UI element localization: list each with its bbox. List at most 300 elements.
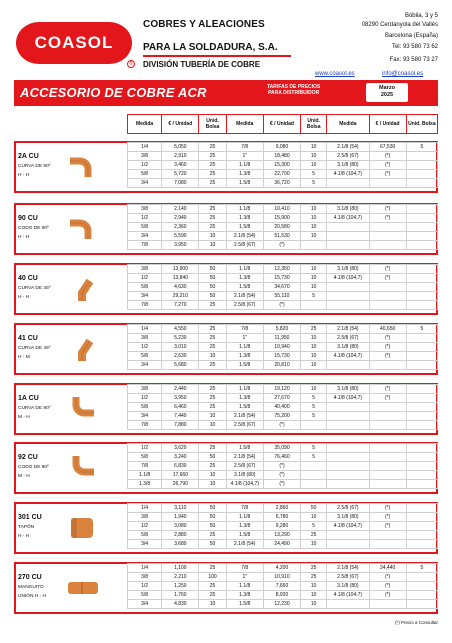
table-cell: 1.3/8: [226, 214, 263, 223]
table-cell: (*): [369, 214, 406, 223]
table-row: [128, 385, 438, 394]
price-table: [127, 324, 438, 370]
table-cell: 1,100: [162, 564, 199, 573]
table-cell: 10: [301, 361, 327, 370]
table-cell: 6,830: [162, 462, 199, 471]
table-cell: 10: [301, 161, 327, 170]
table-cell: 50: [199, 522, 226, 531]
table-cell: [406, 591, 437, 600]
table-row: [128, 223, 438, 232]
table-cell: 10,410: [263, 205, 300, 214]
address-line-3: Barcelona (España): [384, 33, 438, 39]
table-cell: 10: [301, 283, 327, 292]
product-code: 301 CU: [18, 514, 42, 521]
col-unid-bolsa-1: Unid. Bolsa: [199, 115, 226, 134]
table-row: [128, 152, 438, 161]
table-row: [128, 214, 438, 223]
table-cell: [369, 412, 406, 421]
fitting-icon: [66, 151, 100, 188]
table-cell: 4.1/8 (104,7): [327, 274, 369, 283]
product-connection: H - H: [18, 534, 30, 539]
table-row: [128, 352, 438, 361]
table-cell: 5: [301, 394, 327, 403]
table-cell: 40,400: [263, 403, 300, 412]
table-cell: 4.1/8 (104,7): [327, 591, 369, 600]
table-cell: 50: [199, 504, 226, 513]
table-cell: [327, 600, 369, 609]
fitting-icon: [66, 273, 100, 310]
fitting-icon: [66, 393, 100, 430]
table-cell: 10: [301, 143, 327, 152]
product-description: CURVA DE 90º: [18, 164, 51, 169]
table-cell: 4,630: [162, 283, 199, 292]
table-cell: 1.5/8: [226, 283, 263, 292]
product-description: MANGUITO: [18, 585, 44, 590]
fax: Fax: 93 580 73 27: [389, 57, 438, 63]
col-medida-1: Medida: [128, 115, 162, 134]
table-cell: [406, 161, 437, 170]
table-cell: 50: [199, 265, 226, 274]
table-cell: 13,290: [263, 531, 300, 540]
table-cell: 5: [406, 143, 437, 152]
table-cell: 3/8: [128, 152, 162, 161]
table-row: [128, 582, 438, 591]
table-cell: [369, 531, 406, 540]
table-cell: 1.3/8: [226, 591, 263, 600]
table-cell: 25: [301, 531, 327, 540]
table-cell: (*): [263, 480, 300, 489]
table-cell: [369, 292, 406, 301]
table-cell: 3.1/8 (80): [327, 513, 369, 522]
coasol-logo: [16, 22, 132, 64]
table-cell: 4.1/8 (104,7): [327, 170, 369, 179]
table-cell: (*): [369, 582, 406, 591]
table-cell: [406, 170, 437, 179]
table-cell: 25: [199, 343, 226, 352]
table-cell: 1": [226, 152, 263, 161]
table-cell: 50: [301, 504, 327, 513]
table-row: [128, 531, 438, 540]
product-code: 270 CU: [18, 574, 42, 581]
table-cell: (*): [369, 522, 406, 531]
table-cell: 3.1/8 (80): [327, 265, 369, 274]
table-cell: 25: [199, 403, 226, 412]
table-cell: 26,790: [162, 480, 199, 489]
table-cell: (*): [263, 471, 300, 480]
table-cell: 2.5/8 (67): [327, 334, 369, 343]
table-cell: 25: [301, 564, 327, 573]
table-cell: [369, 301, 406, 310]
table-cell: (*): [369, 591, 406, 600]
table-cell: 2,910: [162, 152, 199, 161]
product-code: 2A CU: [18, 153, 39, 160]
product-connection: UNIÓN H - H: [18, 594, 46, 599]
table-cell: 36,720: [263, 179, 300, 188]
table-cell: [369, 241, 406, 250]
table-cell: 5/8: [128, 531, 162, 540]
table-cell: 10,940: [263, 343, 300, 352]
table-row: [128, 513, 438, 522]
table-cell: [406, 334, 437, 343]
price-table: [127, 264, 438, 310]
table-row: [128, 462, 438, 471]
table-cell: [406, 412, 437, 421]
table-cell: [406, 403, 437, 412]
table-cell: [406, 241, 437, 250]
table-cell: [406, 471, 437, 480]
table-cell: 3/4: [128, 361, 162, 370]
table-row: [128, 540, 438, 549]
table-cell: 5,050: [162, 143, 199, 152]
table-cell: [369, 223, 406, 232]
table-cell: 15,900: [263, 214, 300, 223]
company-name-line2: PARA LA SOLDADURA, S.A.: [143, 42, 278, 53]
table-cell: 5: [301, 292, 327, 301]
table-cell: 75,200: [263, 412, 300, 421]
table-cell: 7/8: [226, 564, 263, 573]
table-cell: [406, 205, 437, 214]
table-cell: 17,660: [162, 471, 199, 480]
table-cell: 67,530: [369, 143, 406, 152]
table-cell: 25: [199, 564, 226, 573]
table-cell: 40,650: [369, 325, 406, 334]
fitting-icon: [66, 213, 100, 250]
price-table: [127, 563, 438, 609]
product-code: 90 CU: [18, 215, 38, 222]
table-cell: 25: [199, 394, 226, 403]
table-cell: 2.1/8 (54): [226, 292, 263, 301]
table-cell: 3/8: [128, 385, 162, 394]
table-cell: 10: [301, 152, 327, 161]
table-cell: 24,490: [263, 540, 300, 549]
table-cell: 25: [199, 179, 226, 188]
table-cell: 1.3/8: [226, 274, 263, 283]
table-cell: [327, 462, 369, 471]
table-cell: [327, 412, 369, 421]
table-cell: 3/4: [128, 600, 162, 609]
table-cell: 2,940: [162, 214, 199, 223]
table-row: [128, 361, 438, 370]
table-cell: [406, 179, 437, 188]
table-cell: 27,670: [263, 394, 300, 403]
col-unid-bolsa-2: Unid. Bolsa: [301, 115, 327, 134]
table-cell: 9,080: [263, 143, 300, 152]
table-cell: (*): [263, 241, 300, 250]
table-cell: 1.1/8: [226, 385, 263, 394]
registered-mark-icon: ®: [127, 60, 135, 68]
product-description: CODO DE 90º: [18, 226, 49, 231]
table-cell: (*): [369, 161, 406, 170]
table-cell: 11,950: [263, 334, 300, 343]
product-description: CURVA DE 90º: [18, 406, 51, 411]
table-cell: 2.5/8 (67): [226, 462, 263, 471]
table-cell: 1,760: [162, 591, 199, 600]
table-cell: 4.1/8 (104,7): [327, 522, 369, 531]
table-cell: 1/4: [128, 143, 162, 152]
table-cell: 15,730: [263, 352, 300, 361]
table-cell: 1/4: [128, 504, 162, 513]
table-cell: 3/4: [128, 412, 162, 421]
price-table: [127, 443, 438, 489]
table-row: [128, 179, 438, 188]
table-row: [128, 480, 438, 489]
table-cell: 7,440: [162, 412, 199, 421]
product-description: CURVA DE 45º: [18, 346, 51, 351]
date-badge: [366, 83, 408, 102]
table-cell: (*): [369, 274, 406, 283]
table-cell: 5,680: [162, 361, 199, 370]
table-cell: [327, 540, 369, 549]
table-cell: 10: [301, 591, 327, 600]
table-cell: 1.5/8: [226, 223, 263, 232]
table-cell: 10: [199, 471, 226, 480]
table-cell: 4,200: [263, 564, 300, 573]
table-cell: 10: [301, 232, 327, 241]
table-cell: [406, 573, 437, 582]
table-row: [128, 283, 438, 292]
table-cell: 9,280: [263, 522, 300, 531]
table-cell: 10: [301, 214, 327, 223]
table-cell: 4,550: [162, 325, 199, 334]
table-cell: 1.1/8: [226, 265, 263, 274]
table-cell: 50: [199, 540, 226, 549]
table-row: [128, 564, 438, 573]
table-cell: (*): [369, 205, 406, 214]
table-cell: 1/2: [128, 582, 162, 591]
table-cell: [406, 152, 437, 161]
table-cell: 12,350: [263, 265, 300, 274]
table-cell: 50: [199, 453, 226, 462]
table-cell: 7,660: [263, 582, 300, 591]
table-cell: [301, 471, 327, 480]
table-cell: 10: [199, 480, 226, 489]
col-medida-2: Medida: [226, 115, 263, 134]
fitting-icon: [66, 333, 100, 370]
table-cell: 3.1/8 (80): [226, 471, 263, 480]
table-cell: 1.5/8: [226, 361, 263, 370]
table-cell: 1.3/8: [226, 170, 263, 179]
table-cell: 25: [199, 205, 226, 214]
table-cell: 3,950: [162, 241, 199, 250]
table-cell: 7,880: [162, 421, 199, 430]
table-cell: 10: [199, 412, 226, 421]
table-cell: [406, 480, 437, 489]
table-cell: 2,360: [162, 223, 199, 232]
table-row: [128, 471, 438, 480]
table-cell: 2,210: [162, 573, 199, 582]
table-cell: 5: [301, 444, 327, 453]
table-cell: [327, 223, 369, 232]
table-cell: 7/8: [128, 462, 162, 471]
table-cell: [369, 444, 406, 453]
table-cell: [327, 292, 369, 301]
table-row: [128, 343, 438, 352]
table-cell: [369, 480, 406, 489]
table-cell: 1/2: [128, 214, 162, 223]
table-row: [128, 504, 438, 513]
table-cell: 2,860: [263, 504, 300, 513]
table-cell: 1/2: [128, 274, 162, 283]
table-cell: 10: [199, 421, 226, 430]
table-cell: [301, 301, 327, 310]
table-cell: 25: [199, 223, 226, 232]
table-cell: 10: [301, 540, 327, 549]
table-cell: 2.1/8 (54): [226, 412, 263, 421]
table-row: [128, 522, 438, 531]
table-cell: [369, 540, 406, 549]
table-cell: 5/8: [128, 170, 162, 179]
table-cell: 1.1/8: [226, 343, 263, 352]
table-cell: 3/8: [128, 334, 162, 343]
table-cell: 1.1/8: [226, 582, 263, 591]
table-cell: [327, 301, 369, 310]
company-name-line1: COBRES Y ALEACIONES: [143, 19, 265, 30]
table-cell: 3.1/8 (80): [327, 582, 369, 591]
table-cell: [406, 214, 437, 223]
table-cell: 4.1/8 (104,7): [327, 394, 369, 403]
table-cell: 1/4: [128, 564, 162, 573]
table-row: [128, 403, 438, 412]
table-cell: 2.1/8 (54): [327, 325, 369, 334]
table-cell: [406, 540, 437, 549]
table-cell: 3/4: [128, 232, 162, 241]
table-cell: 10: [301, 334, 327, 343]
col-unid-bolsa-3: Unid. Bolsa: [406, 115, 437, 134]
table-cell: 5: [301, 453, 327, 462]
table-cell: [406, 453, 437, 462]
table-cell: 76,460: [263, 453, 300, 462]
table-cell: [406, 421, 437, 430]
table-cell: 5/8: [128, 283, 162, 292]
table-cell: 5: [406, 564, 437, 573]
table-cell: [327, 444, 369, 453]
col-euro-unidad-1: € / Unidad: [162, 115, 199, 134]
table-cell: 1.1/8: [128, 471, 162, 480]
table-cell: 35,090: [263, 444, 300, 453]
table-cell: [369, 453, 406, 462]
table-cell: 3.1/8 (80): [327, 161, 369, 170]
table-cell: 2,140: [162, 205, 199, 214]
product-description: TAPÓN: [18, 525, 35, 530]
table-cell: 1/4: [128, 325, 162, 334]
table-cell: [369, 600, 406, 609]
table-cell: 1.1/8: [226, 161, 263, 170]
table-cell: 4.1/8 (104,7): [226, 480, 263, 489]
table-cell: 25: [199, 143, 226, 152]
table-cell: [406, 223, 437, 232]
table-cell: 5: [301, 170, 327, 179]
table-cell: 10: [301, 343, 327, 352]
table-cell: [406, 444, 437, 453]
table-cell: 1/2: [128, 394, 162, 403]
table-cell: [301, 480, 327, 489]
table-cell: (*): [369, 265, 406, 274]
table-row: [128, 453, 438, 462]
table-cell: 3/8: [128, 513, 162, 522]
tarifas-line2: PARA DISTRIBUIDOR: [268, 90, 320, 96]
table-cell: 10: [301, 385, 327, 394]
table-cell: 19,120: [263, 385, 300, 394]
table-cell: 3.1/8 (80): [327, 343, 369, 352]
product-description: CURVA DE 45º: [18, 286, 51, 291]
table-cell: 1": [226, 334, 263, 343]
table-cell: [406, 283, 437, 292]
price-table: [127, 204, 438, 250]
table-cell: 1.1/8: [226, 513, 263, 522]
table-cell: 4,830: [162, 600, 199, 609]
table-cell: 1.5/8: [226, 531, 263, 540]
table-cell: 2.1/8 (54): [327, 143, 369, 152]
table-row: [128, 573, 438, 582]
table-cell: 3.1/8 (80): [327, 205, 369, 214]
col-euro-unidad-3: € / Unidad: [369, 115, 406, 134]
table-cell: 15,730: [263, 274, 300, 283]
table-cell: 50: [199, 292, 226, 301]
table-cell: 5/8: [128, 352, 162, 361]
table-cell: [406, 462, 437, 471]
table-cell: 3.1/8 (80): [327, 385, 369, 394]
table-cell: [369, 232, 406, 241]
table-cell: 25: [199, 334, 226, 343]
table-cell: 1,940: [162, 513, 199, 522]
table-cell: 2.1/8 (54): [226, 232, 263, 241]
table-cell: (*): [369, 573, 406, 582]
table-cell: 6,460: [162, 403, 199, 412]
table-cell: 10: [301, 223, 327, 232]
product-connection: H - H: [18, 173, 30, 178]
product-connection: H - H: [18, 295, 30, 300]
table-cell: [327, 453, 369, 462]
table-cell: [406, 292, 437, 301]
table-cell: 29,210: [162, 292, 199, 301]
table-row: [128, 444, 438, 453]
email-link[interactable]: info@coasol.es: [382, 71, 424, 77]
table-row: [128, 143, 438, 152]
table-cell: [406, 531, 437, 540]
table-cell: [327, 421, 369, 430]
table-cell: 5/8: [128, 223, 162, 232]
table-row: [128, 170, 438, 179]
table-cell: [369, 283, 406, 292]
table-cell: 5: [301, 412, 327, 421]
table-cell: 100: [199, 573, 226, 582]
table-cell: 24,440: [369, 564, 406, 573]
table-cell: 3,950: [162, 394, 199, 403]
table-cell: 7/8: [128, 241, 162, 250]
table-cell: 2.5/8 (67): [226, 421, 263, 430]
table-row: [128, 232, 438, 241]
website-link[interactable]: www.coasol.es: [315, 71, 355, 77]
table-cell: 7,270: [162, 301, 199, 310]
table-cell: 3,240: [162, 453, 199, 462]
table-cell: 5: [301, 403, 327, 412]
table-cell: (*): [369, 152, 406, 161]
table-cell: 2.1/8 (54): [226, 540, 263, 549]
table-cell: 10: [301, 600, 327, 609]
table-cell: 25: [199, 582, 226, 591]
product-code: 41 CU: [18, 335, 38, 342]
table-cell: 5,820: [263, 325, 300, 334]
table-cell: 2.5/8 (67): [327, 573, 369, 582]
table-cell: [327, 283, 369, 292]
table-row: [128, 205, 438, 214]
table-cell: 3,080: [162, 522, 199, 531]
table-cell: 25: [199, 325, 226, 334]
product-code: 1A CU: [18, 395, 39, 402]
table-cell: [406, 582, 437, 591]
product-description: CODO DE 90º: [18, 465, 49, 470]
table-cell: 2.1/8 (54): [327, 564, 369, 573]
